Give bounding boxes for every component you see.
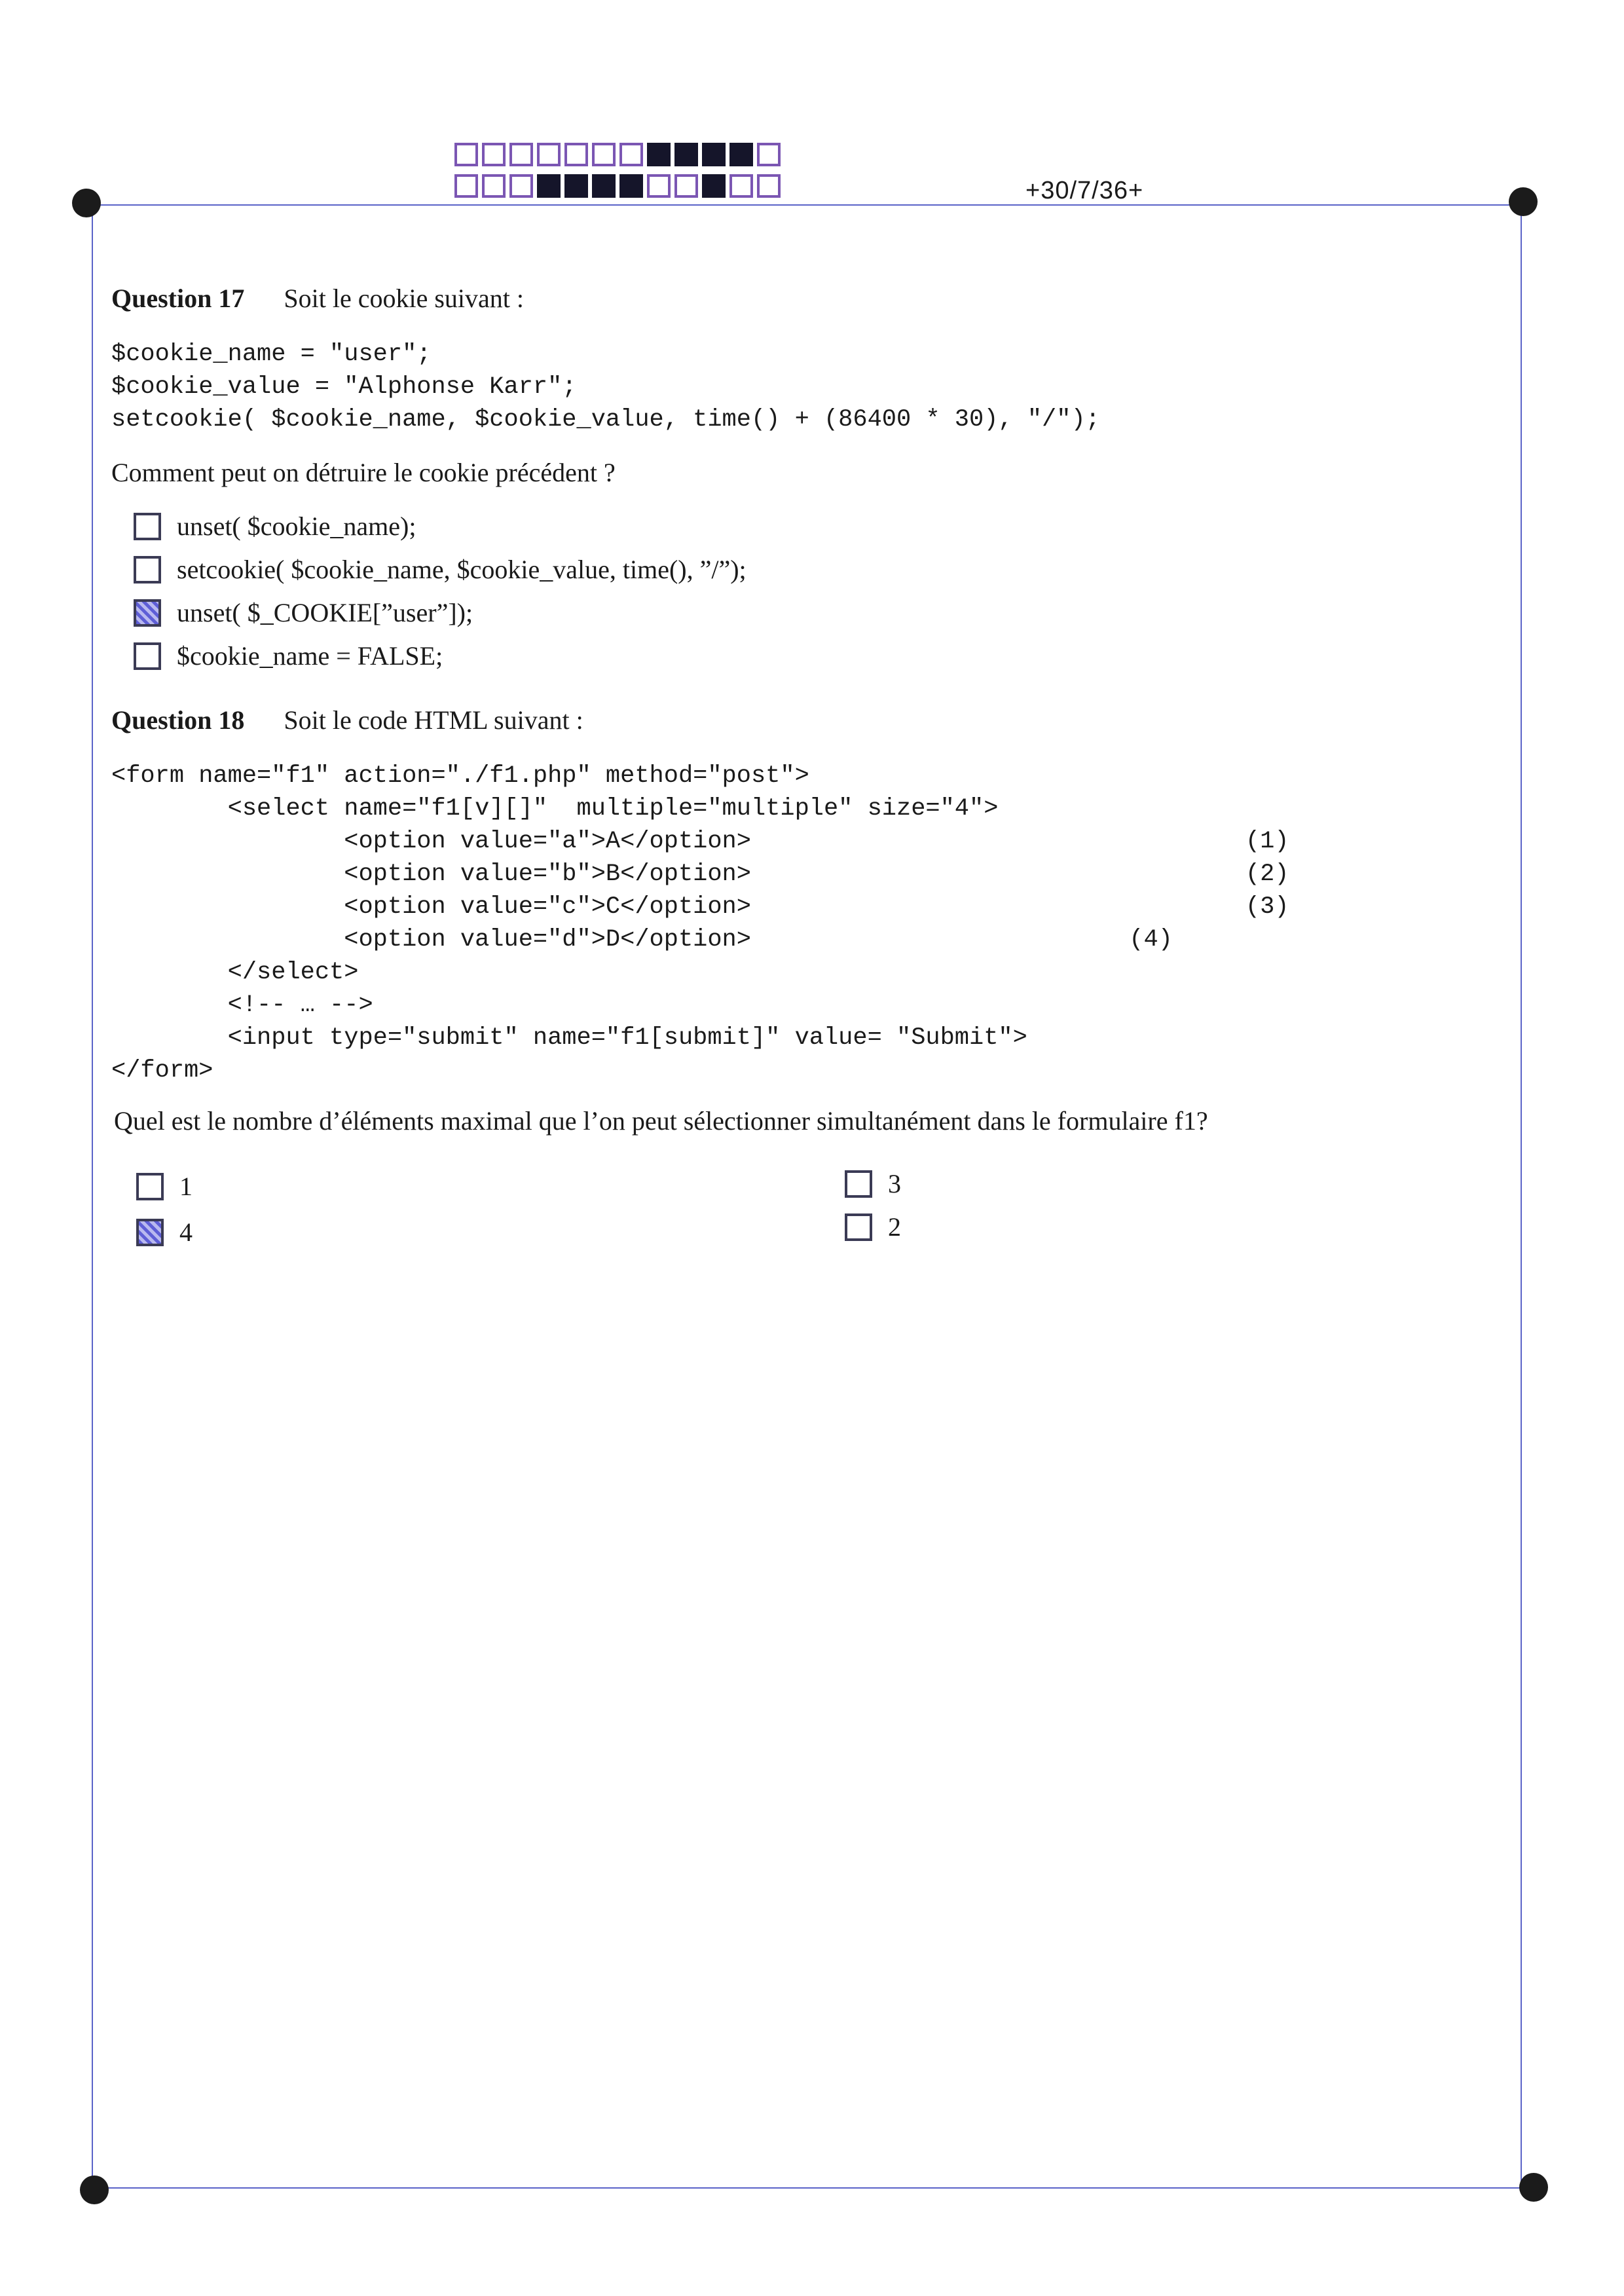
- barcode-cell: [702, 174, 726, 198]
- frame-bottom-border: [95, 2187, 1532, 2189]
- barcode-cell: [757, 143, 781, 166]
- code-line: <input type="submit" name="f1[submit]" value= "Submit">: [111, 1024, 1027, 1052]
- q18-option-1[interactable]: 1: [136, 1171, 193, 1202]
- barcode-cell: [454, 174, 478, 198]
- question-18-heading: [111, 705, 583, 735]
- checkbox[interactable]: [136, 1173, 164, 1200]
- checkbox[interactable]: [845, 1170, 872, 1198]
- barcode-cell: [537, 174, 561, 198]
- barcode-cell: [592, 174, 616, 198]
- checkbox[interactable]: [134, 642, 161, 670]
- corner-mark-top-left: [72, 189, 101, 217]
- q18-option-4[interactable]: 2: [845, 1212, 901, 1242]
- question-18-code: [111, 760, 1289, 1087]
- barcode-cell: [647, 143, 671, 166]
- corner-mark-bottom-right: [1519, 2173, 1548, 2202]
- page-id: +30/7/36+: [1025, 177, 1144, 204]
- code-line: <option value="a">A</option> (1): [111, 828, 1289, 855]
- code-line: <select name="f1[v][]" multiple="multiple" size="4">: [111, 795, 999, 823]
- frame-left-border: [92, 204, 93, 2195]
- code-line: <option value="d">D</option> (4): [111, 926, 1173, 954]
- checkbox[interactable]: [136, 1219, 164, 1246]
- code-line: <!-- … -->: [111, 991, 373, 1019]
- barcode-cell: [619, 143, 643, 166]
- barcode-cell: [509, 174, 533, 198]
- barcode-cell: [564, 174, 588, 198]
- code-line: <option value="c">C</option> (3): [111, 893, 1289, 921]
- checkbox[interactable]: [134, 556, 161, 583]
- barcode-cell: [674, 143, 698, 166]
- barcode-cell: [702, 143, 726, 166]
- code-line: $cookie_value = "Alphonse Karr";: [111, 373, 577, 401]
- q18-option-2[interactable]: 4: [136, 1217, 193, 1248]
- frame-top-border: [85, 204, 1523, 206]
- barcode-cell: [482, 143, 506, 166]
- barcode-cell: [647, 174, 671, 198]
- question-17-code: [111, 338, 1100, 436]
- barcode-cell: [674, 174, 698, 198]
- q17-option-4[interactable]: $cookie_name = FALSE;: [134, 640, 443, 671]
- q17-option-1[interactable]: unset( $cookie_name);: [134, 511, 416, 542]
- barcode-cell: [509, 143, 533, 166]
- checkbox[interactable]: [134, 513, 161, 540]
- barcode-cell: [454, 143, 478, 166]
- barcode-row-2: [454, 174, 781, 198]
- question-17-heading: [111, 283, 524, 314]
- barcode-cell: [482, 174, 506, 198]
- frame-right-border: [1521, 204, 1522, 2189]
- checkbox[interactable]: [845, 1213, 872, 1241]
- barcode-cell: [592, 143, 616, 166]
- question-17-label: Question 17: [111, 284, 245, 313]
- barcode-cell: [757, 174, 781, 198]
- barcode-cell: [537, 143, 561, 166]
- question-18-text: Soit le code HTML suivant :: [284, 705, 583, 735]
- barcode-cell: [619, 174, 643, 198]
- code-line: </select>: [111, 959, 359, 986]
- corner-mark-bottom-left: [80, 2176, 109, 2204]
- code-line: <form name="f1" action="./f1.php" method="post">: [111, 762, 809, 790]
- checkbox[interactable]: [134, 599, 161, 627]
- q18-option-3[interactable]: 3: [845, 1168, 901, 1199]
- q17-option-2[interactable]: setcookie( $cookie_name, $cookie_value, time(), ”/”);: [134, 554, 747, 585]
- barcode-row-1: [454, 143, 781, 166]
- barcode-cell: [729, 174, 753, 198]
- code-line: <option value="b">B</option> (2): [111, 861, 1289, 888]
- corner-mark-top-right: [1509, 187, 1538, 216]
- q17-option-3[interactable]: unset( $_COOKIE[”user”]);: [134, 597, 473, 628]
- code-line: </form>: [111, 1057, 213, 1084]
- question-17-prompt: Comment peut on détruire le cookie précédent ?: [111, 458, 616, 487]
- barcode-cell: [564, 143, 588, 166]
- code-line: $cookie_name = "user";: [111, 341, 432, 368]
- question-18-label: Question 18: [111, 705, 245, 735]
- code-line: setcookie( $cookie_name, $cookie_value, time() + (86400 * 30), "/");: [111, 406, 1100, 434]
- question-18-prompt: Quel est le nombre d’éléments maximal que l’on peut sélectionner simultanément dans le formulaire f1?: [114, 1106, 1208, 1136]
- question-17-text: Soit le cookie suivant :: [284, 284, 524, 313]
- barcode-cell: [729, 143, 753, 166]
